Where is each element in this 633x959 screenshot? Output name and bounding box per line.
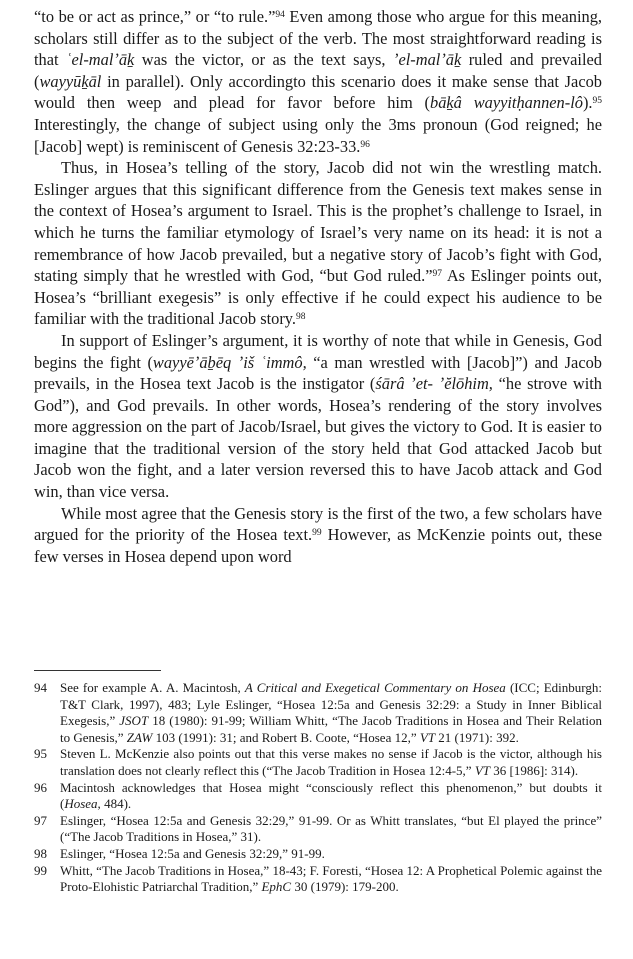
footnote-number: 97: [34, 812, 47, 828]
italic-term: bāḵâ wayyitḥannen-lô: [430, 93, 583, 113]
text-run: Macintosh acknowledges that Hosea might “consciously reflect this phenomenon,” but doubts it (: [60, 779, 602, 812]
footnote-text: [60, 813, 602, 846]
footnote-item: [34, 680, 602, 746]
text-run: (ICC; Edinburgh: T&T Clark, 1997), 483; Lyle Eslinger, “Hosea 12:5a and Genesis 32:29: a Study in Inner Biblical Exegesis,”: [60, 680, 602, 729]
italic-term: EphC: [261, 879, 292, 895]
italic-term: VT: [419, 729, 436, 745]
text-run: 30 (1979): 179-200.: [291, 879, 399, 895]
body-text: [34, 6, 602, 567]
footnote-ref[interactable]: 94: [275, 10, 285, 20]
footnote-item: [34, 863, 602, 896]
paragraph: [34, 503, 602, 568]
text-run: Even among those who argue for this meaning, scholars still differ as to the subject of the verb. The most straightforward reading is that: [34, 7, 602, 70]
italic-term: JSOT: [119, 713, 149, 729]
paragraph: [34, 157, 602, 330]
footnote-ref[interactable]: 95: [592, 96, 603, 107]
italic-term: wayyūḵāl: [39, 71, 102, 91]
italic-term: śārâ ʼet- ʼĕlōhim,: [375, 374, 493, 394]
footnote-ref[interactable]: 99: [312, 528, 322, 539]
footnote-item: [34, 746, 602, 779]
italic-term: Hosea,: [64, 796, 101, 812]
text-run: in parallel). Only accordingto this scenario does it make sense that Jacob would then weep and plead for favor before him (: [34, 71, 602, 113]
footnote-number: 95: [34, 746, 47, 762]
footnote-ref[interactable]: 97: [432, 269, 442, 280]
footnote-text: [60, 746, 602, 779]
italic-term: wayyēʼāḇēq ʼiš ʿimmô,: [152, 352, 307, 372]
footnote-text: [60, 680, 602, 746]
text-run: Eslinger, “Hosea 12:5a and Genesis 32:29,” 91-99.: [60, 845, 325, 861]
text-run: Thus, in Hosea’s telling of the story, Jacob did not win the wrestling match. Eslinger argues that this significant difference from the Genesis text makes sense in the context of Hosea’s argument to Israel. This is the prophet’s challenge to Israel, in which he turns the familiar etymology of Israel’s very name on its head: it is not a remembrance of how Jacob prevailed, but a negative story of Jacob’s fight with God, stating simply that he wrestled with God, “but God ruled.”: [34, 158, 602, 286]
italic-term: A Critical and Exegetical Commentary on Hosea: [244, 680, 506, 695]
footnote-ref[interactable]: 98: [296, 312, 306, 323]
text-run: Whitt, “The Jacob Traditions in Hosea,” 18-43; F. Foresti, “Hosea 12: A Prophetical Polemic against the Proto-Elohistic Patriarchal Tradition,”: [60, 862, 602, 895]
italic-term: ZAW: [126, 729, 153, 745]
footnote-item: [34, 780, 602, 813]
text-run: In support of Eslinger’s argument, it is worthy of note that while in Genesis, God begins the fight (: [34, 330, 602, 372]
italic-term: VT: [474, 762, 490, 778]
footnote-text: [60, 863, 602, 896]
footnote-text: [60, 780, 602, 813]
footnote-number: 94: [34, 680, 47, 695]
paragraph: [34, 6, 602, 157]
text-run: 484).: [100, 796, 132, 812]
footnote-text: [60, 846, 602, 863]
footnote-number: 96: [34, 779, 47, 795]
footnote-item: [34, 813, 602, 846]
text-run: 21 (1971): 392.: [435, 729, 519, 745]
text-run: Eslinger, “Hosea 12:5a and Genesis 32:29,” 91-99. Or as Whitt translates, “but El played the prince” (“The Jacob Traditions in Hosea,” 31).: [60, 812, 602, 845]
text-run: “a man wrestled with [Jacob]”) and Jacob prevails, in the Hosea text Jacob is the instigator (: [34, 352, 602, 394]
footnote-ref[interactable]: 96: [360, 139, 370, 150]
footnote-number: 98: [34, 845, 47, 861]
text-run: As Eslinger points out, Hosea’s “brilliant exegesis” is only effective if he could expect his audience to be familiar with the traditional Jacob story.: [34, 266, 602, 329]
text-run: See for example A. A. Macintosh,: [60, 680, 245, 695]
text-run: 36 [1986]: 314).: [489, 762, 579, 778]
paragraph: [34, 330, 602, 503]
page-body: [34, 6, 602, 567]
footnotes: [34, 680, 602, 896]
footnote-item: [34, 846, 602, 863]
text-run: 18 (1980): 91-99; William Whitt, “The Jacob Traditions in Hosea and Their Relation to Genesis,”: [60, 713, 602, 745]
text-run: Interestingly, the change of subject using only the 3ms pronoun (God reigned; he [Jacob] wept) is reminiscent of Genesis 32:23-33.: [34, 114, 602, 156]
text-run: ruled and prevailed (: [34, 50, 602, 91]
text-run: ).: [582, 93, 593, 113]
text-run: 103 (1991): 31; and Robert B. Coote, “Hosea 12,”: [152, 729, 420, 745]
text-run: While most agree that the Genesis story is the first of the two, a few scholars have argued for the priority of the Hosea text.: [34, 503, 602, 545]
text-run: However, as McKenzie points out, these few verses in Hosea depend upon word: [34, 525, 602, 566]
text-run: “to be or act as prince,” or “to rule.”: [34, 7, 276, 26]
italic-term: ʿel-malʼāḵ: [66, 50, 135, 70]
text-run: “he strove with God”), and God prevails. In other words, Hosea’s rendering of the story involves more aggression on the part of Jacob/Israel, but gives the victory to God. It is easier to imagine that the traditional version of the story held that God attacked Jacob but Jacob won the fight, and a later version reversed this to have Jacob attack and God win, than vice versa.: [34, 374, 602, 502]
italic-term: ʼel-malʼāḵ: [392, 50, 462, 70]
text-run: Steven L. McKenzie also points out that this verse makes no sense if Jacob is the victor, although his translation does not clearly reflect this (“The Jacob Tradition in Hosea 12:4-5,”: [60, 746, 602, 778]
footnote-number: 99: [34, 862, 47, 878]
text-run: was the victor, or as the text says,: [134, 50, 393, 70]
footnote-separator: [34, 670, 161, 671]
